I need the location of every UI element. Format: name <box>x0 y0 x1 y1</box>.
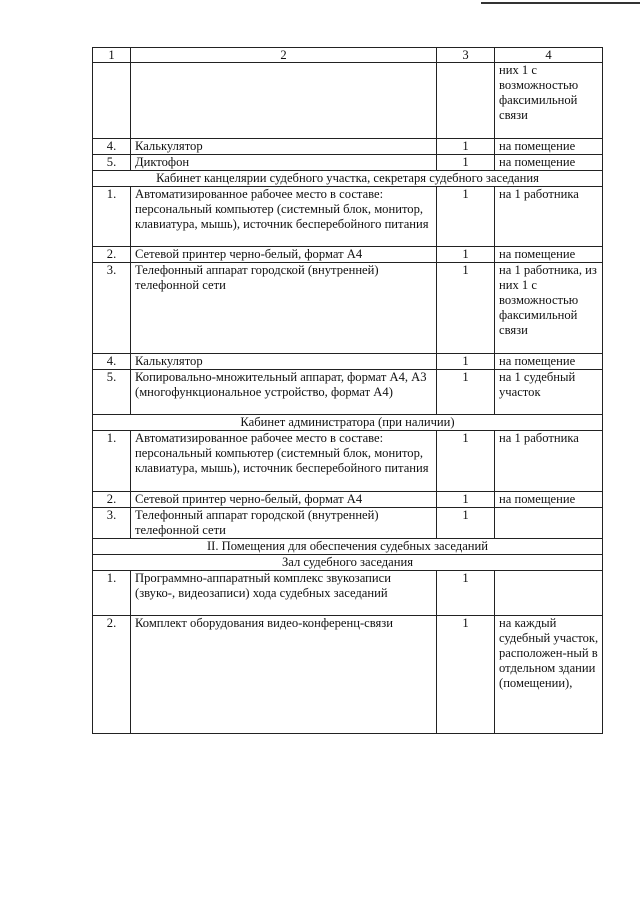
item-description: Комплект оборудования видео-конференц-связи <box>131 616 437 734</box>
item-description: Сетевой принтер черно-белый, формат А4 <box>131 247 437 263</box>
item-description: Диктофон <box>131 155 437 171</box>
item-quantity: 1 <box>437 492 495 508</box>
table-row <box>93 571 603 616</box>
section-heading: II. Помещения для обеспечения судебных заседаний <box>93 539 603 555</box>
item-number: 2. <box>93 492 131 508</box>
item-description: Программно-аппаратный комплекс звукозаписи (звуко-, видеозаписи) хода судебных заседаний <box>131 571 437 616</box>
item-quantity: 1 <box>437 354 495 370</box>
item-quantity: 1 <box>437 616 495 734</box>
item-norm: них 1 с возможностью факсимильной связи <box>495 63 603 139</box>
item-description: Калькулятор <box>131 354 437 370</box>
item-description: Копировально-множительный аппарат, формат А4, А3 (многофункциональное устройство, формат А4) <box>131 370 437 415</box>
item-number: 4. <box>93 354 131 370</box>
equipment-table-sheet <box>92 47 602 734</box>
column-number: 3 <box>437 48 495 63</box>
column-number: 2 <box>131 48 437 63</box>
item-norm: на помещение <box>495 139 603 155</box>
section-heading: Зал судебного заседания <box>93 555 603 571</box>
item-number: 2. <box>93 616 131 734</box>
table-row <box>93 155 603 171</box>
item-number: 3. <box>93 263 131 354</box>
table-row <box>93 263 603 354</box>
item-quantity: 1 <box>437 187 495 247</box>
table-row <box>93 508 603 539</box>
item-number <box>93 63 131 139</box>
item-norm: на помещение <box>495 247 603 263</box>
item-number: 1. <box>93 571 131 616</box>
item-norm <box>495 571 603 616</box>
item-quantity: 1 <box>437 139 495 155</box>
section-heading-row <box>93 539 603 555</box>
section-heading-row <box>93 415 603 431</box>
item-norm: на помещение <box>495 155 603 171</box>
item-norm: на 1 судебный участок <box>495 370 603 415</box>
item-number: 5. <box>93 370 131 415</box>
item-number: 1. <box>93 431 131 492</box>
table-row <box>93 354 603 370</box>
table-row <box>93 492 603 508</box>
item-quantity: 1 <box>437 571 495 616</box>
column-number: 4 <box>495 48 603 63</box>
table-row <box>93 139 603 155</box>
item-quantity: 1 <box>437 155 495 171</box>
item-quantity <box>437 63 495 139</box>
item-number: 3. <box>93 508 131 539</box>
item-number: 5. <box>93 155 131 171</box>
item-norm: на 1 работника <box>495 187 603 247</box>
item-quantity: 1 <box>437 431 495 492</box>
item-description <box>131 63 437 139</box>
item-norm: на помещение <box>495 492 603 508</box>
section-heading: Кабинет администратора (при наличии) <box>93 415 603 431</box>
item-norm: на 1 работника, из них 1 с возможностью факсимильной связи <box>495 263 603 354</box>
item-norm: на помещение <box>495 354 603 370</box>
table-row <box>93 187 603 247</box>
top-rule <box>481 2 640 4</box>
table-row <box>93 370 603 415</box>
item-quantity: 1 <box>437 370 495 415</box>
item-description: Автоматизированное рабочее место в составе: персональный компьютер (системный блок, монитор, клавиатура, мышь), источник бесперебойного питания <box>131 187 437 247</box>
table-row <box>93 63 603 139</box>
table-row <box>93 616 603 734</box>
section-heading-row <box>93 555 603 571</box>
item-description: Автоматизированное рабочее место в составе: персональный компьютер (системный блок, монитор, клавиатура, мышь), источник бесперебойного питания <box>131 431 437 492</box>
equipment-table <box>92 47 603 734</box>
table-row <box>93 431 603 492</box>
section-heading-row <box>93 171 603 187</box>
equipment-table-body <box>93 48 603 734</box>
item-norm: на 1 работника <box>495 431 603 492</box>
section-heading: Кабинет канцелярии судебного участка, секретаря судебного заседания <box>93 171 603 187</box>
item-norm <box>495 508 603 539</box>
item-quantity: 1 <box>437 263 495 354</box>
item-description: Телефонный аппарат городской (внутренней) телефонной сети <box>131 508 437 539</box>
item-quantity: 1 <box>437 508 495 539</box>
item-number: 1. <box>93 187 131 247</box>
item-number: 4. <box>93 139 131 155</box>
item-description: Телефонный аппарат городской (внутренней) телефонной сети <box>131 263 437 354</box>
column-number-row <box>93 48 603 63</box>
column-number: 1 <box>93 48 131 63</box>
item-description: Калькулятор <box>131 139 437 155</box>
item-description: Сетевой принтер черно-белый, формат А4 <box>131 492 437 508</box>
item-number: 2. <box>93 247 131 263</box>
item-quantity: 1 <box>437 247 495 263</box>
item-norm: на каждый судебный участок, расположен-ный в отдельном здании (помещении), <box>495 616 603 734</box>
table-row <box>93 247 603 263</box>
